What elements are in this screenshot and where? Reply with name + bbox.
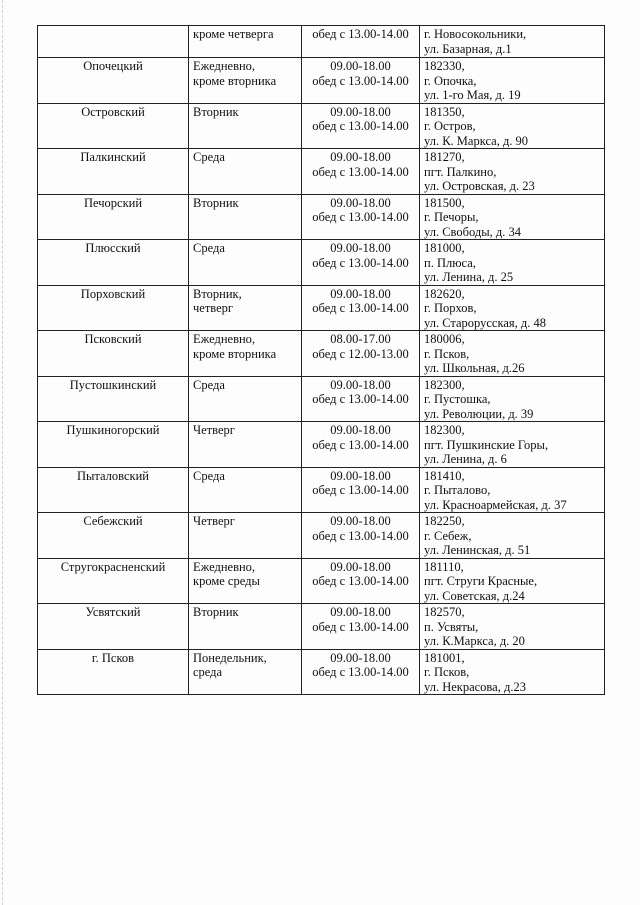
- working-hours-cell-line: 09.00-18.00: [330, 377, 391, 392]
- address-cell-line: г. Пустошка,: [424, 392, 491, 406]
- address-cell: [420, 285, 605, 331]
- table-row: [38, 240, 605, 286]
- district-cell-text: Островский: [81, 104, 145, 119]
- working-hours-cell: [302, 149, 420, 195]
- working-hours-cell-line: обед с 13.00-14.00: [312, 210, 409, 224]
- working-hours-cell-line: обед с 13.00-14.00: [312, 119, 409, 133]
- reception-days-cell-line: кроме вторника: [193, 346, 277, 361]
- address-cell: [420, 26, 605, 58]
- address-cell-line: 181000,: [424, 241, 465, 255]
- table-row: [38, 422, 605, 468]
- address-cell-line: ул. 1-го Мая, д. 19: [424, 88, 521, 102]
- working-hours-cell: [302, 194, 420, 240]
- address-cell-line: г. Себеж,: [424, 528, 472, 543]
- reception-days-cell-line: Четверг: [193, 514, 235, 528]
- address-cell: [420, 58, 605, 104]
- district-cell-text: Печорский: [83, 195, 143, 210]
- table-row: [38, 467, 605, 513]
- address-cell-line: пгт. Пушкинские Горы,: [424, 437, 549, 452]
- address-cell-line: ул. Ленинская, д. 51: [424, 543, 531, 557]
- address-cell: [420, 467, 605, 513]
- address-cell-line: 181410,: [424, 468, 465, 483]
- reception-days-cell-line: Вторник: [193, 195, 239, 210]
- working-hours-cell-line: 09.00-18.00: [330, 241, 391, 255]
- address-cell-line: ул. Островская, д. 23: [424, 179, 535, 193]
- district-cell-text: Пустошкинский: [69, 377, 157, 392]
- reception-days-cell: [189, 240, 302, 286]
- district-cell-text: Стругокрасненский: [60, 559, 166, 574]
- working-hours-cell-line: обед с 13.00-14.00: [312, 27, 409, 41]
- address-cell-line: 181500,: [424, 195, 465, 210]
- address-cell-line: пгт. Струги Красные,: [424, 574, 538, 588]
- address-cell-line: 181001,: [424, 650, 465, 665]
- working-hours-cell-line: обед с 13.00-14.00: [312, 164, 409, 179]
- working-hours-cell: [302, 604, 420, 650]
- reception-days-cell-line: кроме вторника: [193, 73, 277, 88]
- working-hours-cell-line: 09.00-18.00: [330, 650, 391, 665]
- reception-days-cell-line: Ежедневно,: [193, 559, 256, 574]
- reception-days-cell: [189, 58, 302, 104]
- district-cell-text: Порховский: [80, 286, 146, 301]
- address-cell-line: ул. К. Маркса, д. 90: [424, 133, 529, 148]
- district-cell: [38, 376, 189, 422]
- reception-days-cell: [189, 467, 302, 513]
- working-hours-cell-line: обед с 13.00-14.00: [312, 528, 409, 543]
- address-cell-line: ул. Советская, д.24: [424, 588, 525, 603]
- working-hours-cell-line: 09.00-18.00: [330, 195, 391, 210]
- address-cell-line: 181110,: [424, 559, 464, 574]
- table-row: [38, 558, 605, 604]
- reception-days-cell-line: Ежедневно,: [193, 332, 256, 346]
- reception-days-cell-line: кроме четверга: [193, 27, 274, 41]
- reception-days-cell: [189, 422, 302, 468]
- address-cell: [420, 149, 605, 195]
- schedule-table-body: [38, 26, 605, 695]
- address-cell-line: ул. Некрасова, д.23: [424, 679, 526, 694]
- address-cell-line: г. Опочка,: [424, 73, 477, 88]
- address-cell-line: 182300,: [424, 377, 465, 392]
- reception-days-cell: [189, 149, 302, 195]
- reception-days-cell-line: Ежедневно,: [193, 59, 256, 73]
- address-cell-line: 180006,: [424, 332, 465, 346]
- table-row: [38, 513, 605, 559]
- reception-days-cell-line: Среда: [193, 468, 225, 483]
- table-row: [38, 103, 605, 149]
- table-row: [38, 26, 605, 58]
- address-cell: [420, 604, 605, 650]
- address-cell-line: ул. Школьная, д.26: [424, 361, 525, 375]
- working-hours-cell: [302, 331, 420, 377]
- address-cell-line: ул. Базарная, д.1: [424, 41, 512, 56]
- working-hours-cell-line: обед с 13.00-14.00: [312, 255, 409, 270]
- working-hours-cell-line: обед с 13.00-14.00: [312, 392, 409, 406]
- district-cell-text: Опочецкий: [83, 59, 143, 73]
- reception-days-cell-line: Среда: [193, 241, 225, 255]
- reception-days-cell: [189, 103, 302, 149]
- address-cell-line: ул. Красноармейская, д. 37: [424, 497, 567, 512]
- working-hours-cell-line: обед с 12.00-13.00: [312, 346, 409, 361]
- reception-days-cell: [189, 604, 302, 650]
- address-cell-line: г. Псков,: [424, 346, 470, 361]
- address-cell: [420, 194, 605, 240]
- reception-days-cell: [189, 194, 302, 240]
- reception-days-cell-line: Среда: [193, 377, 225, 392]
- address-cell: [420, 240, 605, 286]
- address-cell: [420, 513, 605, 559]
- working-hours-cell-line: обед с 13.00-14.00: [312, 437, 409, 452]
- address-cell-line: ул. К.Маркса, д. 20: [424, 634, 525, 648]
- address-cell-line: 182330,: [424, 59, 465, 73]
- working-hours-cell-line: обед с 13.00-14.00: [312, 301, 409, 315]
- address-cell-line: 182250,: [424, 514, 465, 528]
- reception-days-cell: [189, 649, 302, 695]
- district-cell: [38, 467, 189, 513]
- reception-days-cell-line: Понедельник,: [193, 650, 267, 665]
- address-cell: [420, 649, 605, 695]
- table-row: [38, 194, 605, 240]
- working-hours-cell: [302, 103, 420, 149]
- working-hours-cell: [302, 513, 420, 559]
- reception-days-cell-line: четверг: [193, 301, 234, 315]
- reception-days-cell: [189, 285, 302, 331]
- working-hours-cell-line: обед с 13.00-14.00: [312, 574, 409, 588]
- table-row: [38, 331, 605, 377]
- district-cell: [38, 285, 189, 331]
- reception-days-cell-line: Вторник,: [193, 286, 242, 301]
- address-cell: [420, 331, 605, 377]
- address-cell-line: п. Усвяты,: [424, 619, 479, 634]
- address-cell-line: 182620,: [424, 286, 465, 301]
- table-row: [38, 376, 605, 422]
- working-hours-cell-line: обед с 13.00-14.00: [312, 665, 409, 679]
- district-cell: [38, 103, 189, 149]
- district-cell-text: Палкинский: [80, 150, 146, 164]
- district-cell-text: Себежский: [83, 514, 143, 528]
- reception-days-cell: [189, 558, 302, 604]
- address-cell: [420, 103, 605, 149]
- working-hours-cell-line: 09.00-18.00: [330, 514, 391, 528]
- address-cell-line: г. Остров,: [424, 119, 476, 133]
- working-hours-cell-line: 09.00-18.00: [330, 104, 391, 119]
- district-cell: [38, 558, 189, 604]
- address-cell-line: пгт. Палкино,: [424, 164, 497, 179]
- address-cell-line: г. Печоры,: [424, 210, 479, 224]
- address-cell-line: ул. Старорусская, д. 48: [424, 315, 546, 330]
- working-hours-cell: [302, 58, 420, 104]
- address-cell-line: ул. Ленина, д. 25: [424, 270, 514, 284]
- address-cell-line: 182570,: [424, 605, 465, 619]
- address-cell-line: г. Пыталово,: [424, 483, 491, 497]
- working-hours-cell-line: обед с 13.00-14.00: [312, 73, 409, 88]
- district-cell: [38, 422, 189, 468]
- working-hours-cell-line: 09.00-18.00: [330, 559, 391, 574]
- district-cell-text: Плюсский: [85, 241, 141, 255]
- working-hours-cell: [302, 240, 420, 286]
- district-cell-text: Усвятский: [85, 605, 141, 619]
- district-cell: [38, 149, 189, 195]
- working-hours-cell: [302, 285, 420, 331]
- schedule-table: [37, 25, 605, 695]
- working-hours-cell-line: обед с 13.00-14.00: [312, 483, 409, 497]
- table-row: [38, 285, 605, 331]
- reception-days-cell-line: кроме среды: [193, 574, 260, 588]
- district-cell: [38, 649, 189, 695]
- district-cell: [38, 58, 189, 104]
- district-cell: [38, 604, 189, 650]
- reception-days-cell: [189, 513, 302, 559]
- reception-days-cell-line: Вторник: [193, 104, 239, 119]
- address-cell-line: 181350,: [424, 104, 465, 119]
- scan-edge: [2, 0, 4, 905]
- reception-days-cell-line: Среда: [193, 150, 225, 164]
- table-row: [38, 649, 605, 695]
- reception-days-cell: [189, 376, 302, 422]
- district-cell-text: Пушкиногорский: [66, 423, 160, 437]
- working-hours-cell-line: 09.00-18.00: [330, 150, 391, 164]
- district-cell: [38, 331, 189, 377]
- reception-days-cell: [189, 26, 302, 58]
- address-cell-line: п. Плюса,: [424, 255, 476, 270]
- district-cell-text: Пыталовский: [76, 468, 149, 483]
- address-cell-line: г. Псков,: [424, 665, 470, 679]
- working-hours-cell: [302, 422, 420, 468]
- address-cell-line: ул. Революции, д. 39: [424, 406, 534, 421]
- address-cell-line: г. Порхов,: [424, 301, 477, 315]
- address-cell-line: г. Новосокольники,: [424, 27, 527, 41]
- district-cell-text: г. Псков: [91, 650, 135, 665]
- address-cell-line: ул. Свободы, д. 34: [424, 224, 521, 239]
- address-cell: [420, 376, 605, 422]
- district-cell: [38, 194, 189, 240]
- address-cell-line: ул. Ленина, д. 6: [424, 452, 507, 466]
- working-hours-cell-line: 09.00-18.00: [330, 468, 391, 483]
- district-cell: [38, 513, 189, 559]
- working-hours-cell: [302, 649, 420, 695]
- address-cell: [420, 558, 605, 604]
- district-cell: [38, 26, 189, 58]
- reception-days-cell-line: Четверг: [193, 423, 235, 437]
- working-hours-cell: [302, 26, 420, 58]
- working-hours-cell: [302, 467, 420, 513]
- working-hours-cell-line: 09.00-18.00: [330, 59, 391, 73]
- address-cell-line: 181270,: [424, 150, 465, 164]
- working-hours-cell-line: 08.00-17.00: [330, 332, 391, 346]
- district-cell-text: Псковский: [84, 332, 142, 346]
- reception-days-cell-line: среда: [193, 665, 223, 679]
- district-cell: [38, 240, 189, 286]
- working-hours-cell-line: обед с 13.00-14.00: [312, 619, 409, 634]
- table-row: [38, 604, 605, 650]
- working-hours-cell-line: 09.00-18.00: [330, 605, 391, 619]
- reception-days-cell-line: Вторник: [193, 605, 239, 619]
- address-cell: [420, 422, 605, 468]
- reception-days-cell: [189, 331, 302, 377]
- table-row: [38, 149, 605, 195]
- working-hours-cell-line: 09.00-18.00: [330, 286, 391, 301]
- working-hours-cell: [302, 558, 420, 604]
- working-hours-cell: [302, 376, 420, 422]
- table-row: [38, 58, 605, 104]
- working-hours-cell-line: 09.00-18.00: [330, 423, 391, 437]
- address-cell-line: 182300,: [424, 423, 465, 437]
